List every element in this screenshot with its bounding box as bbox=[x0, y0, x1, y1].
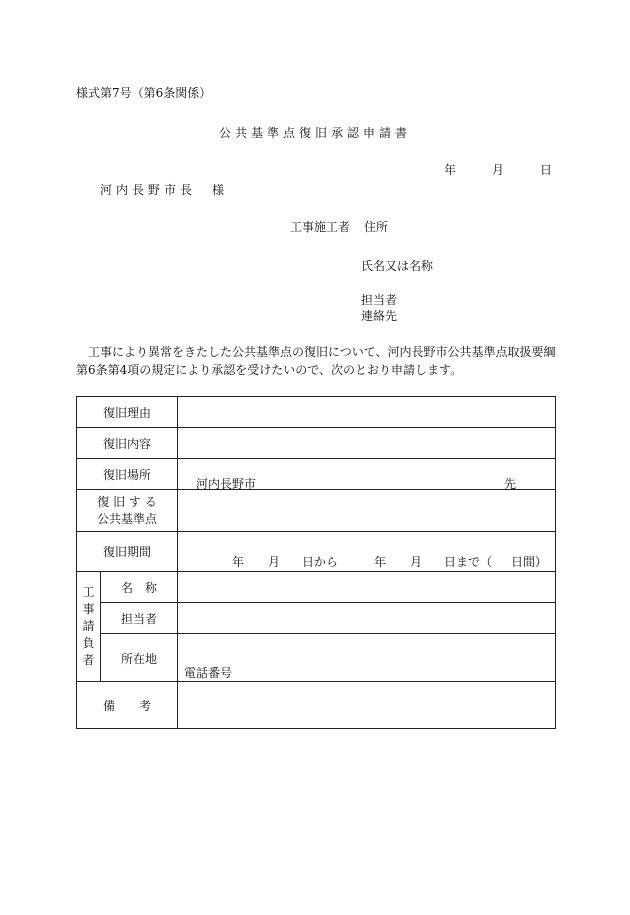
addressee: 河内長野市長 様 bbox=[100, 183, 229, 197]
period-month1: 月 bbox=[268, 555, 281, 569]
name-label: 氏名又は名称 bbox=[361, 259, 434, 273]
benchmark-label-line2: 公共基準点 bbox=[97, 511, 158, 526]
contractor-location-label: 所在地 bbox=[101, 634, 178, 682]
contractor-vertical-char: 負 bbox=[82, 636, 95, 650]
remarks-label: 備 考 bbox=[77, 682, 178, 729]
reason-label: 復旧理由 bbox=[77, 397, 178, 428]
table-row bbox=[77, 532, 556, 572]
table-row bbox=[77, 490, 556, 532]
period-day-to: 日まで（ bbox=[444, 555, 493, 569]
period-year1: 年 bbox=[232, 555, 245, 569]
person-in-charge-label: 担当者 bbox=[361, 293, 398, 307]
contractor-name-field[interactable] bbox=[178, 572, 556, 603]
period-days: 日間） bbox=[511, 555, 548, 569]
benchmark-label-line1: 復 旧 す る bbox=[97, 494, 157, 509]
contact-label: 連絡先 bbox=[361, 309, 398, 323]
period-month2: 月 bbox=[410, 555, 423, 569]
table-row bbox=[77, 397, 556, 428]
period-day-from: 日から bbox=[302, 555, 339, 569]
table-row bbox=[77, 572, 556, 603]
form-number: 様式第7号（第6条関係） bbox=[76, 86, 212, 100]
date-month-label: 月 bbox=[492, 163, 505, 177]
page-title: 公共基準点復旧承認申請書 bbox=[218, 126, 411, 140]
application-body-text: 工事により異常をきたした公共基準点の復旧について、河内長野市公共基準点取扱要綱第6条第4項の規定により承認を受けたいので、次のとおり申請します。 bbox=[76, 345, 556, 377]
content-label: 復旧内容 bbox=[77, 428, 178, 459]
benchmark-label bbox=[77, 490, 178, 532]
address-label: 住所 bbox=[364, 220, 389, 234]
application-form-table bbox=[76, 396, 556, 729]
contractor-vertical-char: 工 bbox=[82, 585, 95, 599]
benchmark-field[interactable] bbox=[178, 490, 556, 532]
date-day-label: 日 bbox=[540, 163, 553, 177]
date-year-label: 年 bbox=[444, 163, 457, 177]
content-field[interactable] bbox=[178, 428, 556, 459]
contractor-vertical-label bbox=[77, 572, 101, 682]
contractor-person-label: 担当者 bbox=[101, 603, 178, 634]
applicant-role: 工事施工者 bbox=[290, 220, 351, 234]
contractor-vertical-char: 事 bbox=[82, 602, 95, 616]
location-field[interactable] bbox=[178, 459, 556, 490]
table-row bbox=[77, 682, 556, 729]
contractor-name-label: 名 称 bbox=[101, 572, 178, 603]
reason-field[interactable] bbox=[178, 397, 556, 428]
contractor-vertical-char: 請 bbox=[82, 619, 95, 633]
contractor-vertical-char: 者 bbox=[82, 653, 95, 667]
location-suffix: 先 bbox=[504, 477, 517, 491]
table-row bbox=[77, 634, 556, 682]
table-row bbox=[77, 459, 556, 490]
contractor-person-field[interactable] bbox=[178, 603, 556, 634]
table-row bbox=[77, 603, 556, 634]
location-prefix: 河内長野市 bbox=[196, 477, 257, 491]
period-label: 復旧期間 bbox=[77, 532, 178, 572]
contractor-location-field[interactable] bbox=[178, 634, 556, 682]
remarks-field[interactable] bbox=[178, 682, 556, 729]
period-year2: 年 bbox=[374, 555, 387, 569]
period-field[interactable] bbox=[178, 532, 556, 572]
applicant-role-row bbox=[290, 218, 388, 235]
location-label: 復旧場所 bbox=[77, 459, 178, 490]
table-row bbox=[77, 428, 556, 459]
phone-label: 電話番号 bbox=[184, 666, 233, 680]
